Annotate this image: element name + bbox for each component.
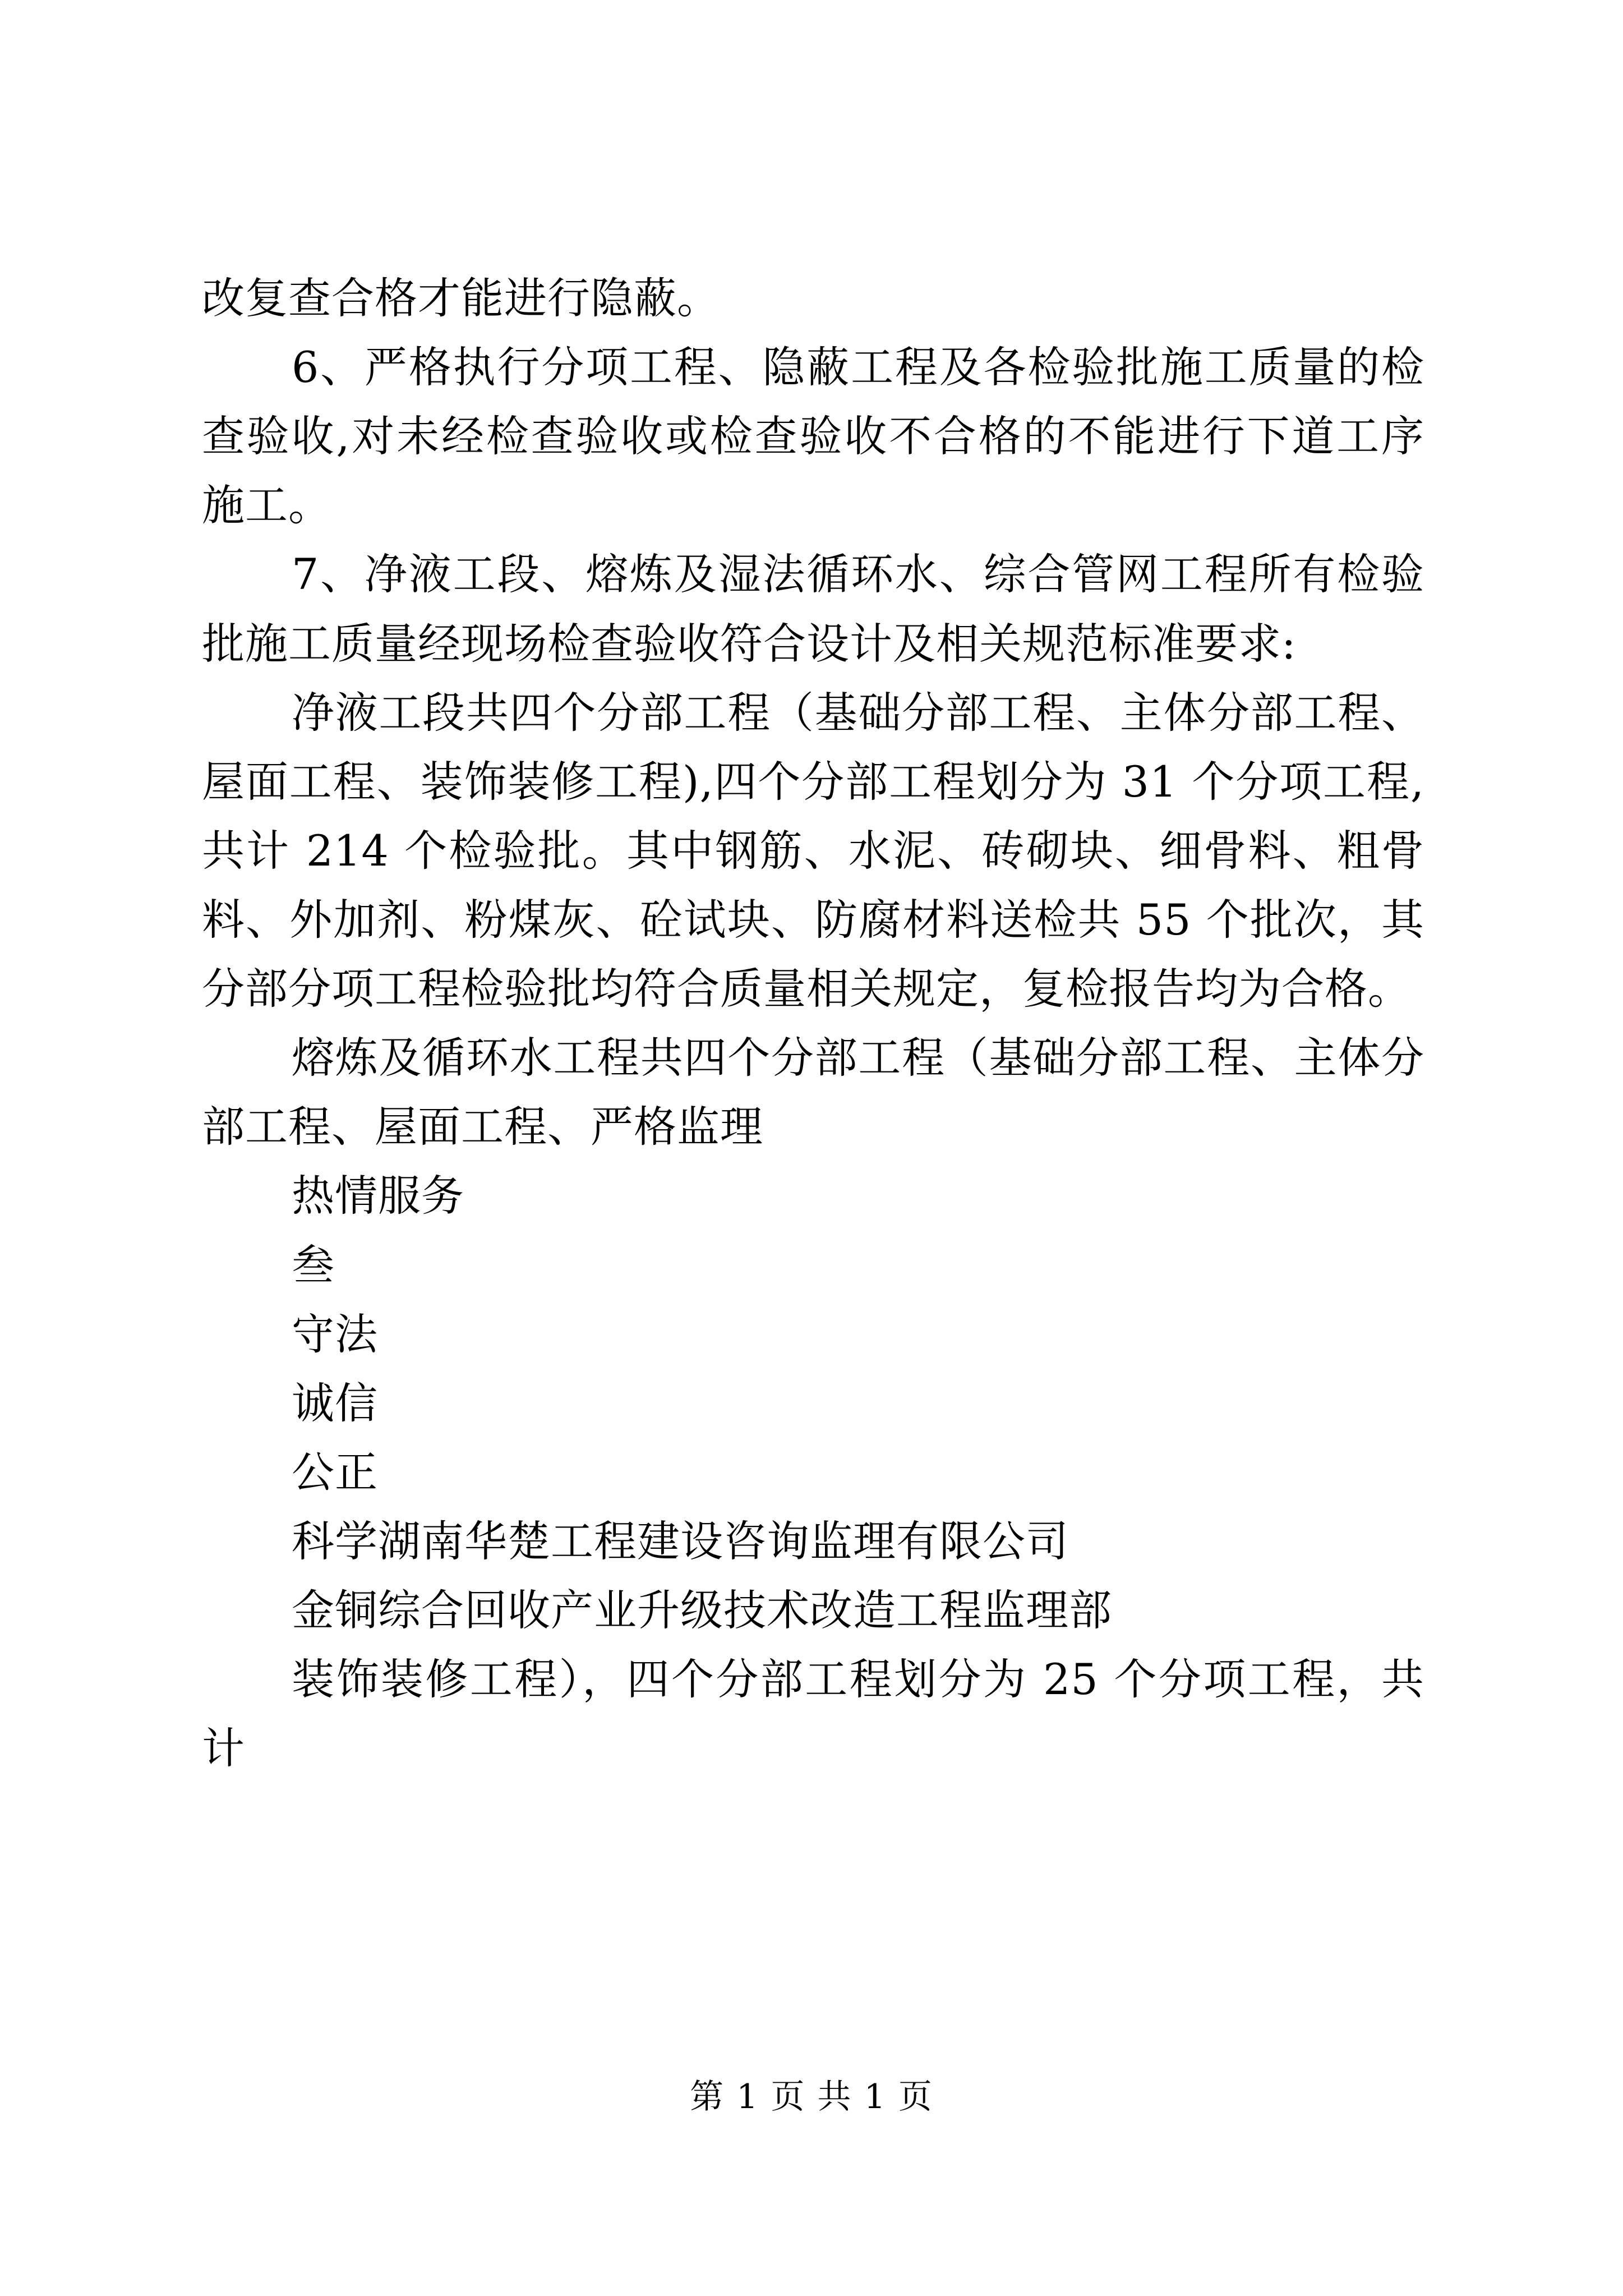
paragraph: 金铜综合回收产业升级技术改造工程监理部	[292, 1585, 1112, 1636]
paragraph: 净液工段共四个分部工程（基础分部工程、主体分部工程、屋面工程、装饰装修工程),四个分部工程划分为 31 个分项工程,共计 214 个检验批。其中钢筋、水泥、砖砌块、细骨料、粗骨料、外加剂、粉煤灰、砼试块、防腐材料送检共 55 个批次，其分部分项工程检验批均符合质量相关规定，复检报告均为合格。	[202, 687, 1424, 1014]
paragraph: 热情服务	[292, 1171, 464, 1221]
page-footer: 第 1 页 共 1 页	[690, 2077, 933, 2116]
paragraph: 公正	[292, 1447, 378, 1497]
paragraph: 诚信	[292, 1378, 378, 1428]
paragraph: 改复查合格才能进行隐蔽。	[202, 273, 720, 323]
document-body	[202, 264, 1424, 1783]
paragraph: 7、净液工段、熔炼及湿法循环水、综合管网工程所有检验批施工质量经现场检查验收符合设计及相关规范标准要求:	[202, 549, 1424, 669]
paragraph: 科学湖南华楚工程建设咨询监理有限公司	[292, 1516, 1069, 1566]
paragraph: 守法	[292, 1309, 378, 1359]
paragraph: 6、严格执行分项工程、隐蔽工程及各检验批施工质量的检查验收,对未经检查验收或检查验收不合格的不能进行下道工序施工。	[202, 342, 1424, 531]
paragraph: 叁	[292, 1240, 335, 1290]
paragraph: 装饰装修工程），四个分部工程划分为 25 个分项工程，共计	[202, 1654, 1424, 1774]
paragraph: 熔炼及循环水工程共四个分部工程（基础分部工程、主体分部工程、屋面工程、严格监理	[202, 1033, 1424, 1152]
